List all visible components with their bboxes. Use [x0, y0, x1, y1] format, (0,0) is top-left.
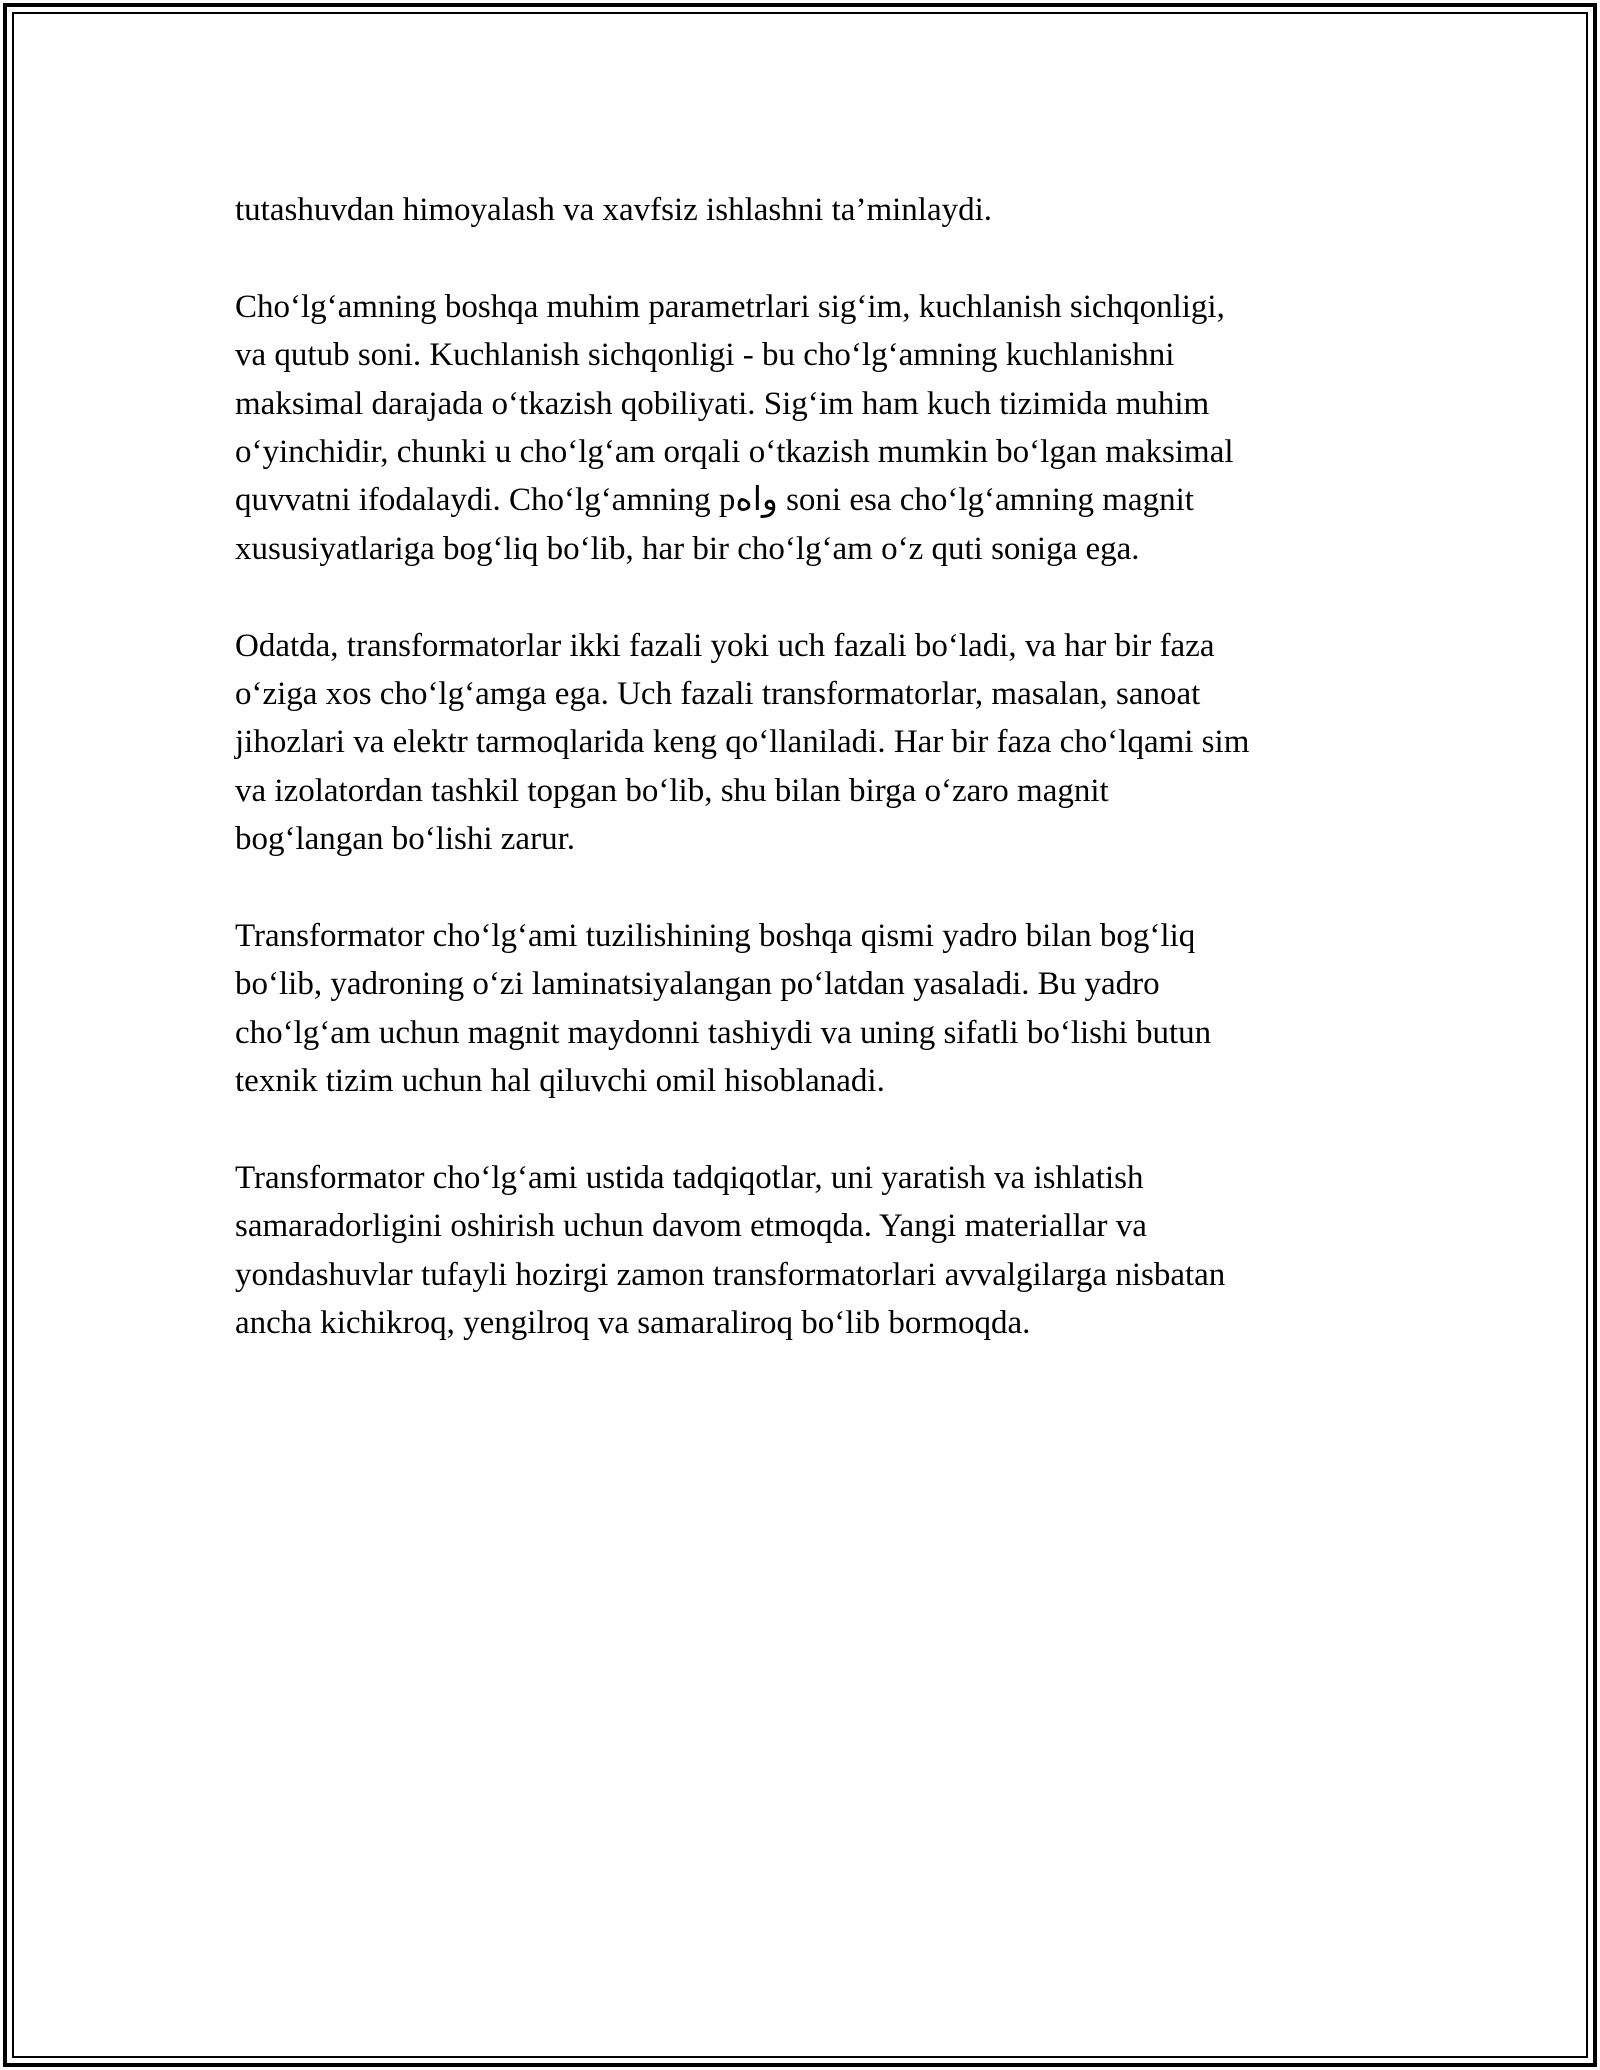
text-line: maksimal darajada o‘tkazish qobiliyati. Sig‘im ham kuch tizimida muhim [235, 385, 1210, 422]
text-line: tutashuvdan himoyalash va xavfsiz ishlashni ta’minlaydi. [235, 192, 993, 228]
text-line: va izolatordan tashkil topgan bo‘lib, shu bilan birga o‘zaro magnit [235, 772, 1109, 809]
text-line: bog‘langan bo‘lishi zarur. [235, 821, 575, 858]
paragraph-4 [235, 912, 1385, 1106]
text-line: o‘ziga xos cho‘lg‘amga ega. Uch fazali transformatorlar, masalan, sanoat [235, 676, 1201, 713]
text-line: samaradorligini oshirish uchun davom etmoqda. Yangi materiallar va [235, 1208, 1147, 1245]
paragraph-3 [235, 622, 1385, 864]
text-line: ancha kichikroq, yengilroq va samaraliroq bo‘lib bormoqda. [235, 1305, 1031, 1342]
text-line: Transformator cho‘lg‘ami tuzilishining boshqa qismi yadro bilan bog‘liq [235, 918, 1196, 955]
text-line: texnik tizim uchun hal qiluvchi omil hisoblanadi. [235, 1063, 885, 1100]
text-line: quvvatni ifodalaydi. Cho‘lg‘amning pواه soni esa cho‘lg‘amning magnit [235, 482, 1194, 519]
text-line: jihozlari va elektr tarmoqlarida keng qo‘llaniladi. Har bir faza cho‘lqami sim [235, 724, 1250, 761]
text-line: cho‘lg‘am uchun magnit maydonni tashiydi va uning sifatli bo‘lishi butun [235, 1014, 1212, 1051]
text-line: Odatda, transformatorlar ikki fazali yoki uch fazali bo‘ladi, va har bir faza [235, 627, 1215, 664]
text-line: va qutub soni. Kuchlanish sichqonligi - bu cho‘lg‘amning kuchlanishni [235, 337, 1175, 374]
text-line: xususiyatlariga bog‘liq bo‘lib, har bir cho‘lg‘am o‘z quti soniga ega. [235, 530, 1140, 567]
paragraph-2 [235, 283, 1385, 573]
text-line: Cho‘lg‘amning boshqa muhim parametrlari sig‘im, kuchlanish sichqonligi, [235, 288, 1225, 325]
document-body [235, 186, 1385, 1396]
paragraph-1 [235, 186, 1385, 234]
text-line: o‘yinchidir, chunki u cho‘lg‘am orqali o‘tkazish mumkin bo‘lgan maksimal [235, 434, 1234, 471]
text-line: bo‘lib, yadroning o‘zi laminatsiyalangan po‘latdan yasaladi. Bu yadro [235, 966, 1160, 1003]
text-line: Transformator cho‘lg‘ami ustida tadqiqotlar, uni yaratish va ishlatish [235, 1160, 1144, 1197]
paragraph-5 [235, 1154, 1385, 1348]
text-line: yondashuvlar tufayli hozirgi zamon transformatorlari avvalgilarga nisbatan [235, 1256, 1226, 1293]
